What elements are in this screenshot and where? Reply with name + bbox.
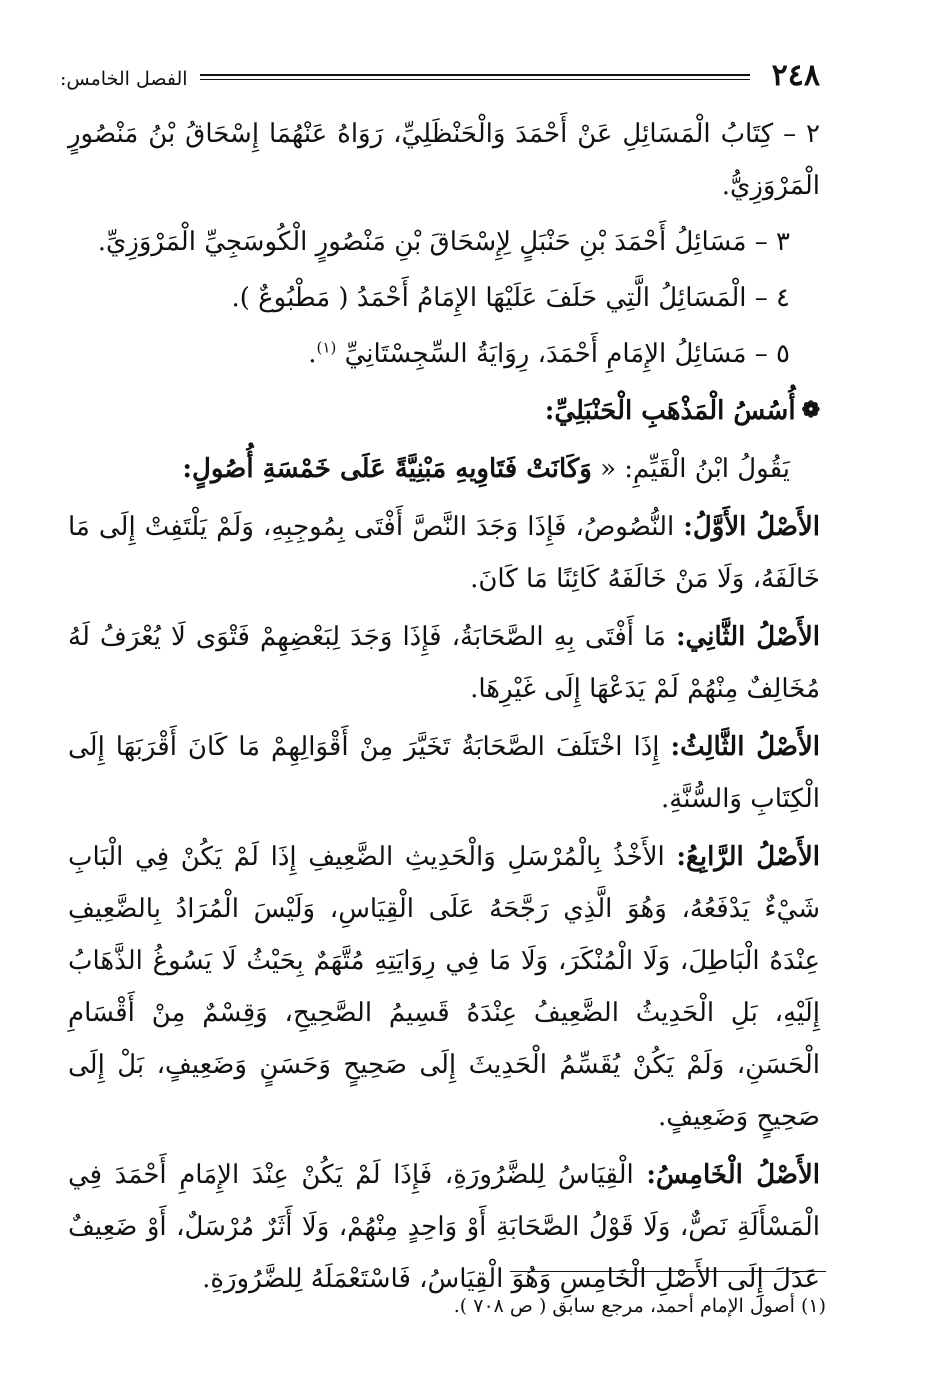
- principle-paragraph: [68, 611, 820, 715]
- principle-text: النُّصُوصُ، فَإِذَا وَجَدَ النَّصَّ أَفْتَى بِمُوجِبِهِ، وَلَمْ يَلْتَفِتْ إِلَى مَا خَالَفَهُ، وَلَا مَنْ خَالَفَهُ كَائِنًا مَا كَانَ.: [68, 512, 820, 594]
- principle-paragraph: [68, 501, 820, 605]
- footnote-reference: (١): [316, 338, 337, 357]
- list-item: ٣ – مَسَائِلُ أَحْمَدَ بْنِ حَنْبَلٍ لِإِسْحَاقَ بْنِ مَنْصُورٍ الْكُوسَجِيِّ الْمَرْوَزِيِّ.: [97, 227, 790, 257]
- flower-ornament-icon: ❁: [801, 397, 820, 423]
- section-heading-text: أُسُسُ الْمَذْهَبِ الْحَنْبَلِيِّ:: [544, 396, 796, 426]
- principle-label: الأَصْلُ الثَّالِثُ:: [670, 732, 821, 762]
- list-item: [68, 328, 820, 380]
- header-rule: [200, 74, 750, 80]
- list-item-text: ٥ – مَسَائِلُ الإِمَامِ أَحْمَدَ، رِوَايَةُ السِّجِسْتَانِيِّ: [344, 339, 790, 369]
- chapter-title: الفصل الخامس:: [60, 68, 188, 90]
- intro-lead: يَقُولُ ابْنُ الْقَيِّمِ: «: [600, 454, 790, 484]
- list-item: ٤ – الْمَسَائِلُ الَّتِي حَلَفَ عَلَيْهَا الإِمَامُ أَحْمَدُ ( مَطْبُوعٌ ).: [231, 283, 790, 313]
- page-header: [60, 58, 820, 98]
- list-item: ٢ – كِتَابُ الْمَسَائِلِ عَنْ أَحْمَدَ وَالْحَنْظَلِيِّ، رَوَاهُ عَنْهُمَا إِسْحَاقُ بْنُ مَنْصُورٍ الْمَرْوَزِيُّ.: [68, 119, 820, 201]
- footnote: (١) أصول الإمام أحمد، مرجع سابق ( ص ٧٠٨ ).: [453, 1295, 826, 1317]
- principle-label: الأَصْلُ الْخَامِسُ:: [646, 1160, 821, 1190]
- page-number: ٢٤٨: [771, 58, 820, 93]
- footnote-rule: [510, 1271, 826, 1272]
- intro-paragraph: [68, 443, 820, 495]
- principle-label: الأَصْلُ الثَّانِي:: [675, 622, 821, 652]
- intro-quote: وَكَانَتْ فَتَاوِيهِ مَبْنِيَّةً عَلَى خَمْسَةِ أُصُولٍ:: [182, 454, 592, 484]
- principle-text: مَا أَفْتَى بِهِ الصَّحَابَةُ، فَإِذَا وَجَدَ لِبَعْضِهِمْ فَتْوَى لَا يُعْرَفُ لَهُ مُخَالِفٌ مِنْهُمْ لَمْ يَدَعْهَا إِلَى غَيْرِهَا.: [68, 622, 820, 704]
- principle-paragraph: [68, 831, 820, 1143]
- principle-label: الأَصْلُ الأَوَّلُ:: [683, 512, 821, 542]
- principle-label: الأَصْلُ الرَّابِعُ:: [676, 842, 821, 872]
- principle-text: إِذَا اخْتَلَفَ الصَّحَابَةُ تَخَيَّرَ مِنْ أَقْوَالِهِمْ مَا كَانَ أَقْرَبَهَا إِلَى الْكِتَابِ وَالسُّنَّةِ.: [68, 732, 820, 814]
- principle-paragraph: [68, 721, 820, 825]
- main-text: [68, 108, 820, 1311]
- principle-text: الأَخْذُ بِالْمُرْسَلِ وَالْحَدِيثِ الضَّعِيفِ إِذَا لَمْ يَكُنْ فِي الْبَابِ شَيْءٌ يَدْفَعُهُ، وَهُوَ الَّذِي رَجَّحَهُ عَلَى الْقِيَاسِ، وَلَيْسَ الْمُرَادُ بِالضَّعِيفِ عِنْدَهُ الْبَاطِلَ، وَلَا الْمُنْكَرَ، وَلَا مَا فِي رِوَايَتِهِ مُتَّهَمٌ بِحَيْثُ لَا يَسُوغُ الذَّهَابُ إِلَيْهِ، بَلِ الْحَدِيثُ الضَّعِيفُ عِنْدَهُ قَسِيمُ الصَّحِيحِ، وَقِسْمٌ مِنْ أَقْسَامِ الْحَسَنِ، وَلَمْ يَكُنْ يُقَسِّمُ الْحَدِيثَ إِلَى صَحِيحٍ وَحَسَنٍ وَضَعِيفٍ، بَلْ إِلَى صَحِيحٍ وَضَعِيفٍ.: [68, 842, 820, 1132]
- list-item-end: .: [308, 339, 317, 369]
- section-heading: [68, 384, 820, 437]
- principle-text: الْقِيَاسُ لِلضَّرُورَةِ، فَإِذَا لَمْ يَكُنْ عِنْدَ الإِمَامِ أَحْمَدَ فِي الْمَسْأَلَةِ نَصٌّ، وَلَا قَوْلُ الصَّحَابَةِ أَوْ وَاحِدٍ مِنْهُمْ، وَلَا أَثَرٌ مُرْسَلٌ، أَوْ ضَعِيفٌ عَدَلَ إِلَى الأَصْلِ الْخَامِسِ وَهُوَ الْقِيَاسُ، فَاسْتَعْمَلَهُ لِلضَّرُورَةِ.: [68, 1160, 820, 1294]
- principle-paragraph: [68, 1149, 820, 1305]
